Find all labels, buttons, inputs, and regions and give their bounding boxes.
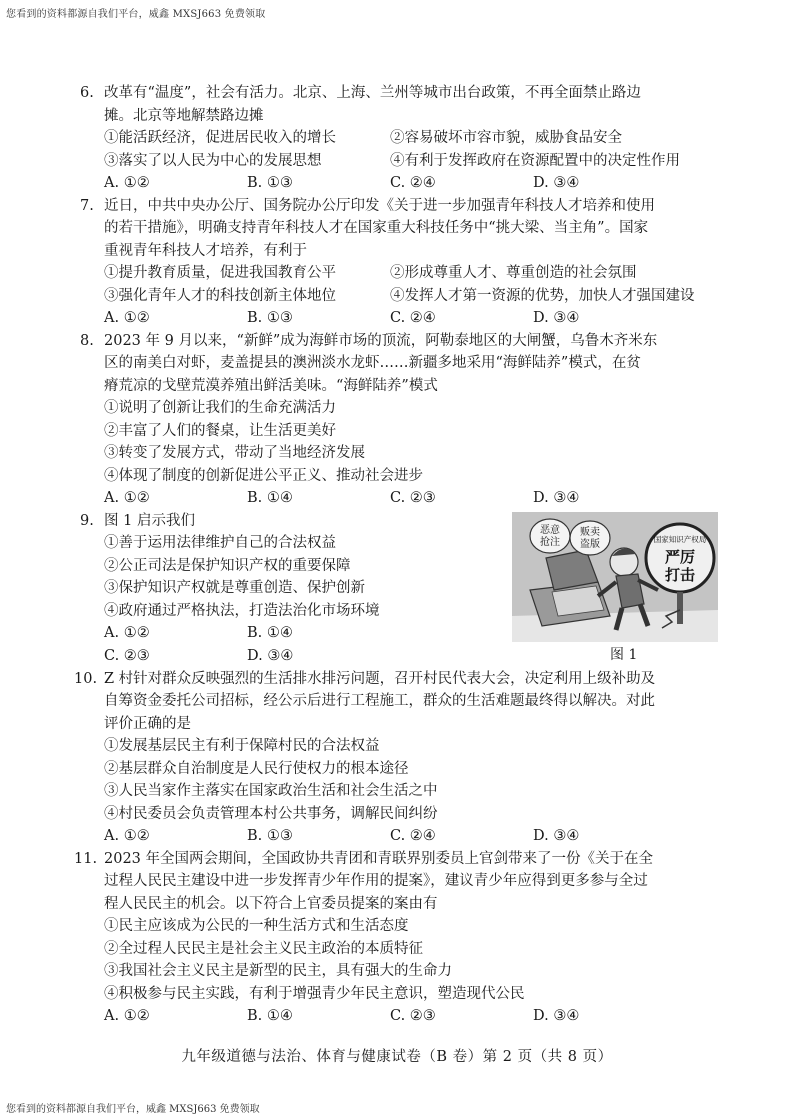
statement-1: ①提升教育质量，促进我国教育公平: [104, 265, 336, 281]
statement-1: ①发展基层民主有利于保障村民的合法权益: [104, 738, 380, 754]
choice-d[interactable]: D. ③④: [533, 828, 580, 844]
statement-2: ②基层群众自治制度是人民行使权力的根本途径: [104, 760, 409, 777]
answer-choices: [80, 487, 730, 510]
bubble-text-1a: 恶意: [540, 524, 560, 536]
question-9: [80, 510, 730, 668]
answer-choices: [80, 645, 500, 668]
answer-choices: [80, 1005, 730, 1028]
question-stem-line: 评价正确的是: [104, 715, 191, 732]
bubble-text-1b: 抢注: [540, 536, 560, 548]
choice-d[interactable]: D. ③④: [533, 1008, 580, 1024]
question-stem-line: 改革有“温度”，社会有活力。北京、上海、兰州等城市出台政策，不再全面禁止路边: [104, 85, 641, 101]
statement-2: ②容易破坏市容市貌，威胁食品安全: [390, 130, 622, 146]
statement-3: ③落实了以人民为中心的发展思想: [104, 152, 322, 169]
statement-4: ④发挥人才第一资源的优势，加快人才强国建设: [390, 287, 695, 304]
question-7: [80, 195, 730, 330]
question-number: 7.: [80, 197, 94, 214]
statement-4: ④村民委员会负责管理本村公共事务，调解民间纠纷: [104, 805, 438, 822]
choice-c[interactable]: C. ②④: [390, 828, 436, 844]
question-stem-line: 区的南美白对虾，麦盖提县的澳洲淡水龙虾……新疆多地采用“海鲜陆养”模式，在贫: [104, 355, 641, 371]
statement-4: ④有利于发挥政府在资源配置中的决定性作用: [390, 152, 680, 169]
question-stem-line: 摊。北京等地解禁路边摊: [104, 107, 264, 124]
bubble-text-2b: 盗版: [580, 538, 600, 550]
question-number: 9.: [80, 512, 94, 529]
question-number: 8.: [80, 332, 94, 349]
statement-4: ④体现了制度的创新促进公平正义、推动社会进步: [104, 467, 423, 484]
choice-c[interactable]: C. ②③: [390, 490, 436, 506]
choice-a[interactable]: A. ①②: [104, 625, 150, 641]
choice-c[interactable]: C. ②④: [390, 175, 436, 191]
choice-a[interactable]: A. ①②: [104, 175, 150, 191]
statement-3: ③人民当家作主落实在国家政治生活和社会生活之中: [104, 783, 438, 799]
question-stem-line: 的若干措施》，明确支持青年科技人才在国家重大科技任务中“挑大梁、当主角”。国家: [104, 220, 649, 236]
question-stem-line: 重视青年科技人才培养，有利于: [104, 242, 307, 259]
bubble-text-2a: 贩卖: [580, 526, 600, 538]
choice-b[interactable]: B. ①③: [247, 175, 293, 191]
question-number: 6.: [80, 85, 94, 101]
statement-1: ①民主应该成为公民的一种生活方式和生活态度: [104, 918, 409, 934]
answer-choices: [80, 622, 500, 645]
statement-4: ④积极参与民主实践，有利于增强青少年民主意识，塑造现代公民: [104, 985, 525, 1002]
choice-c[interactable]: C. ②③: [390, 1008, 436, 1024]
choice-b[interactable]: B. ①④: [247, 625, 293, 641]
statement-1: ①善于运用法律维护自己的合法权益: [104, 535, 336, 551]
question-stem-line: 近日，中共中央办公厅、国务院办公厅印发《关于进一步加强青年科技人才培养和使用: [104, 197, 655, 214]
statement-2: ②全过程人民民主是社会主义民主政治的本质特征: [104, 940, 423, 957]
statement-3: ③保护知识产权就是尊重创造、保护创新: [104, 580, 365, 596]
question-8: [80, 330, 730, 510]
choice-c[interactable]: C. ②④: [390, 310, 436, 326]
question-stem-line: 瘠荒凉的戈壁荒漠养殖出鲜活美味。“海鲜陆养”模式: [104, 377, 438, 394]
question-6: [80, 82, 730, 195]
question-stem-line: Z 村针对群众反映强烈的生活排水排污问题，召开村民代表大会，决定利用上级补助及: [104, 670, 656, 687]
choice-d[interactable]: D. ③④: [533, 310, 580, 326]
figure-1-illustration: [512, 512, 718, 642]
statement-1: ①说明了创新让我们的生命充满活力: [104, 400, 336, 416]
sign-text-2: 打击: [664, 565, 696, 584]
choice-a[interactable]: A. ①②: [104, 1008, 150, 1024]
choice-c[interactable]: C. ②③: [104, 647, 150, 664]
choice-b[interactable]: B. ①③: [247, 310, 293, 326]
choice-b[interactable]: B. ①④: [247, 490, 293, 506]
choice-a[interactable]: A. ①②: [104, 490, 150, 506]
question-stem-line: 图 1 启示我们: [104, 512, 195, 529]
statement-3: ③转变了发展方式，带动了当地经济发展: [104, 445, 365, 461]
question-11: [74, 848, 730, 1028]
question-number: 10.: [74, 670, 98, 687]
question-number: 11.: [74, 850, 98, 867]
sign-text-1: 严厉: [664, 547, 696, 566]
page-footer: 九年级道德与法治、体育与健康试卷（B 卷）第 2 页（共 8 页）: [181, 1049, 613, 1065]
question-list: [74, 82, 730, 1028]
question-10: [74, 668, 730, 848]
header-watermark-note: 您看到的资料都源自我们平台，威鑫 MXSJ663 免费领取: [6, 9, 266, 20]
answer-choices: [80, 307, 730, 330]
question-stem-line: 过程人民民主建设中进一步发挥青少年作用的提案》，建议青少年应得到更多参与全过: [104, 873, 648, 889]
question-stem-line: 程人民民主的机会。以下符合上官委员提案的案由有: [104, 895, 438, 912]
statement-4: ④政府通过严格执法，打造法治化市场环境: [104, 602, 380, 619]
statement-2: ②形成尊重人才、尊重创造的社会氛围: [390, 265, 637, 281]
figure-caption: 图 1: [610, 646, 638, 663]
footer-watermark-note: 您看到的资料都源自我们平台，威鑫 MXSJ663 免费领取: [6, 1104, 260, 1115]
statement-2: ②公正司法是保护知识产权的重要保障: [104, 557, 351, 574]
choice-b[interactable]: B. ①④: [247, 1008, 293, 1024]
answer-choices: [80, 172, 730, 195]
choice-a[interactable]: A. ①②: [104, 310, 150, 326]
choice-d[interactable]: D. ③④: [533, 175, 580, 191]
statement-1: ①能活跃经济，促进居民收入的增长: [104, 130, 336, 146]
answer-choices: [80, 825, 730, 848]
statement-3: ③强化青年人才的科技创新主体地位: [104, 287, 336, 304]
sign-caption: 国家知识产权局: [653, 534, 707, 544]
choice-d[interactable]: D. ③④: [533, 490, 580, 506]
question-stem-line: 自筹资金委托公司招标，经公示后进行工程施工，群众的生活难题最终得以解决。对此: [104, 693, 655, 709]
cartoon-illustration: [512, 512, 718, 642]
statement-3: ③我国社会主义民主是新型的民主，具有强大的生命力: [104, 963, 452, 979]
question-stem-line: 2023 年全国两会期间，全国政协共青团和青联界别委员上官剑带来了一份《关于在全: [104, 850, 654, 867]
statement-2: ②丰富了人们的餐桌，让生活更美好: [104, 422, 336, 439]
choice-b[interactable]: B. ①③: [247, 828, 293, 844]
choice-d[interactable]: D. ③④: [247, 647, 294, 664]
choice-a[interactable]: A. ①②: [104, 828, 150, 844]
question-stem-line: 2023 年 9 月以来，“新鲜”成为海鲜市场的顶流，阿勒泰地区的大闸蟹，乌鲁木齐米东: [104, 332, 658, 349]
